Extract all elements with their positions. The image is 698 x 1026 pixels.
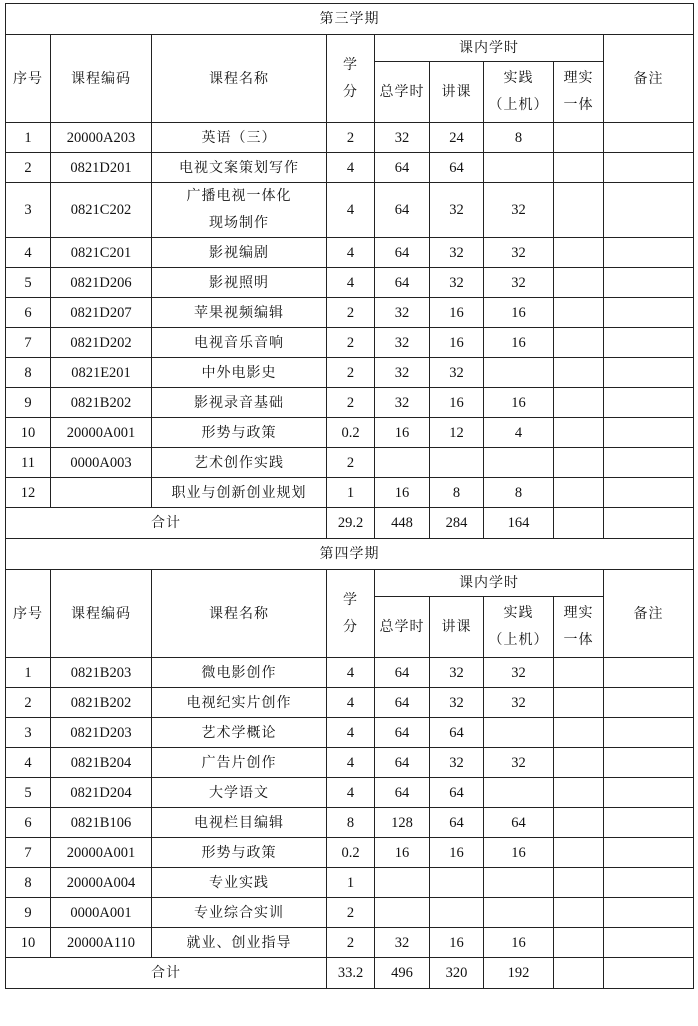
row-integrated-hours [554,718,604,748]
row-credit: 8 [327,808,375,838]
row-total-hours: 16 [375,838,430,868]
header-remarks: 备注 [604,35,694,123]
row-practice-hours: 16 [484,298,554,328]
row-remarks [604,928,694,958]
row-course-name: 苹果视频编辑 [152,298,327,328]
row-remarks [604,868,694,898]
table-row [6,328,694,358]
row-seq: 7 [6,328,51,358]
header-practice [484,597,554,658]
row-credit: 4 [327,778,375,808]
row-credit: 0.2 [327,418,375,448]
row-credit: 4 [327,748,375,778]
header-name: 课程名称 [152,35,327,123]
row-course-code: 0821D203 [51,718,152,748]
row-remarks [604,838,694,868]
row-practice-hours [484,778,554,808]
header-credit-line-2: 分 [343,618,358,635]
row-integrated-hours [554,838,604,868]
header-practice-line-2: （上机） [488,97,549,113]
header-credit [327,570,375,658]
row-credit: 1 [327,478,375,508]
row-course-name: 电视栏目编辑 [152,808,327,838]
row-seq: 1 [6,123,51,153]
row-seq: 9 [6,388,51,418]
row-course-code: 0000A003 [51,448,152,478]
row-seq: 12 [6,478,51,508]
row-seq: 3 [6,718,51,748]
row-practice-hours: 16 [484,838,554,868]
row-total-hours: 32 [375,298,430,328]
row-course-name-line-1: 广播电视一体化 [186,188,292,204]
row-remarks [604,123,694,153]
row-remarks [604,478,694,508]
header-practice [484,62,554,123]
row-course-code: 0821B202 [51,688,152,718]
row-practice-hours: 4 [484,418,554,448]
row-integrated-hours [554,688,604,718]
row-seq: 11 [6,448,51,478]
header-lecture: 讲课 [430,62,484,123]
row-remarks [604,688,694,718]
row-total-hours: 32 [375,388,430,418]
row-credit: 2 [327,898,375,928]
header-practice-line-1: 实践 [503,70,534,86]
row-seq: 2 [6,153,51,183]
row-integrated-hours [554,448,604,478]
row-course-name: 中外电影史 [152,358,327,388]
row-lecture-hours: 32 [430,238,484,268]
table-row [6,268,694,298]
row-lecture-hours: 12 [430,418,484,448]
header-integrated-line-1: 理实 [563,70,594,86]
row-seq: 4 [6,238,51,268]
row-credit: 1 [327,868,375,898]
row-seq: 10 [6,418,51,448]
row-practice-hours: 8 [484,478,554,508]
row-credit: 4 [327,183,375,238]
row-integrated-hours [554,328,604,358]
row-seq: 8 [6,358,51,388]
row-integrated-hours [554,418,604,448]
row-integrated-hours [554,808,604,838]
row-remarks [604,898,694,928]
row-practice-hours: 32 [484,183,554,238]
row-remarks [604,298,694,328]
row-integrated-hours [554,388,604,418]
total-lecture: 320 [430,958,484,989]
row-practice-hours [484,898,554,928]
row-course-name: 电视纪实片创作 [152,688,327,718]
row-integrated-hours [554,183,604,238]
row-lecture-hours: 8 [430,478,484,508]
row-total-hours: 64 [375,718,430,748]
header-integrated-line-1: 理实 [563,605,594,621]
row-seq: 5 [6,778,51,808]
row-lecture-hours: 16 [430,298,484,328]
header-credit-line-2: 分 [343,83,358,100]
row-seq: 6 [6,298,51,328]
row-practice-hours: 64 [484,808,554,838]
row-course-code: 0821B202 [51,388,152,418]
header-remarks: 备注 [604,570,694,658]
table-row [6,898,694,928]
row-course-code: 0821D206 [51,268,152,298]
row-seq: 6 [6,808,51,838]
row-practice-hours: 16 [484,928,554,958]
row-lecture-hours: 16 [430,328,484,358]
total-credit: 29.2 [327,508,375,539]
row-lecture-hours [430,448,484,478]
semester-title: 第四学期 [6,539,694,570]
row-lecture-hours: 64 [430,153,484,183]
row-course-code: 20000A004 [51,868,152,898]
row-course-code: 0821D207 [51,298,152,328]
row-course-code: 20000A110 [51,928,152,958]
row-total-hours [375,868,430,898]
row-practice-hours: 16 [484,328,554,358]
row-lecture-hours: 32 [430,748,484,778]
row-lecture-hours [430,898,484,928]
row-course-name: 微电影创作 [152,658,327,688]
row-practice-hours: 32 [484,658,554,688]
row-total-hours: 64 [375,238,430,268]
header-code: 课程编码 [51,570,152,658]
table-row [6,808,694,838]
row-integrated-hours [554,928,604,958]
table-row [6,748,694,778]
row-course-name: 电视文案策划写作 [152,153,327,183]
header-practice-line-2: （上机） [488,632,549,648]
row-lecture-hours: 16 [430,388,484,418]
row-course-name: 大学语文 [152,778,327,808]
header-seq: 序号 [6,570,51,658]
row-lecture-hours: 64 [430,778,484,808]
row-lecture-hours: 64 [430,718,484,748]
row-course-code: 0821B204 [51,748,152,778]
header-integrated [554,62,604,123]
header-integrated-line-2: 一体 [563,632,594,648]
row-credit: 0.2 [327,838,375,868]
row-total-hours: 32 [375,328,430,358]
row-credit: 2 [327,298,375,328]
row-remarks [604,238,694,268]
row-credit: 2 [327,328,375,358]
row-course-name: 形势与政策 [152,418,327,448]
row-course-code: 0821B203 [51,658,152,688]
row-course-name: 专业综合实训 [152,898,327,928]
row-total-hours: 64 [375,748,430,778]
total-hours: 496 [375,958,430,989]
row-total-hours: 32 [375,123,430,153]
header-integrated [554,597,604,658]
row-credit: 4 [327,238,375,268]
row-lecture-hours: 32 [430,183,484,238]
row-lecture-hours: 16 [430,838,484,868]
row-course-name: 影视编剧 [152,238,327,268]
table-row [6,688,694,718]
row-course-name: 广告片创作 [152,748,327,778]
header-seq: 序号 [6,35,51,123]
row-total-hours: 64 [375,658,430,688]
row-course-name: 就业、创业指导 [152,928,327,958]
semester-title: 第三学期 [6,4,694,35]
row-credit: 4 [327,268,375,298]
row-seq: 2 [6,688,51,718]
row-seq: 8 [6,868,51,898]
row-remarks [604,808,694,838]
row-course-code: 20000A001 [51,418,152,448]
row-total-hours: 32 [375,928,430,958]
row-credit: 4 [327,718,375,748]
total-practice: 192 [484,958,554,989]
header-lecture: 讲课 [430,597,484,658]
table-row [6,183,694,238]
row-total-hours: 64 [375,688,430,718]
row-remarks [604,268,694,298]
row-practice-hours [484,718,554,748]
row-course-name: 影视录音基础 [152,388,327,418]
table-row [6,448,694,478]
row-remarks [604,448,694,478]
row-total-hours: 16 [375,478,430,508]
row-credit: 4 [327,658,375,688]
row-lecture-hours: 32 [430,358,484,388]
table-row [6,298,694,328]
total-practice: 164 [484,508,554,539]
row-course-name: 影视照明 [152,268,327,298]
row-course-code: 0821E201 [51,358,152,388]
row-course-code: 0821D202 [51,328,152,358]
row-seq: 4 [6,748,51,778]
semester-title-row [6,4,694,35]
row-total-hours: 64 [375,778,430,808]
row-practice-hours [484,448,554,478]
row-total-hours: 128 [375,808,430,838]
row-practice-hours: 8 [484,123,554,153]
row-credit: 2 [327,123,375,153]
row-practice-hours: 32 [484,238,554,268]
table-row [6,778,694,808]
header-code: 课程编码 [51,35,152,123]
row-integrated-hours [554,268,604,298]
header-hours: 课内学时 [375,570,604,597]
header-row [6,570,694,597]
table-row [6,153,694,183]
row-seq: 5 [6,268,51,298]
row-seq: 1 [6,658,51,688]
row-course-name: 职业与创新创业规划 [152,478,327,508]
row-course-code: 0821B106 [51,808,152,838]
row-course-code: 20000A001 [51,838,152,868]
total-row [6,508,694,539]
row-lecture-hours: 32 [430,658,484,688]
total-hours: 448 [375,508,430,539]
table-row [6,928,694,958]
header-name: 课程名称 [152,570,327,658]
header-integrated-line-2: 一体 [563,97,594,113]
row-course-code: 0821D204 [51,778,152,808]
row-integrated-hours [554,123,604,153]
header-credit [327,35,375,123]
row-lecture-hours: 32 [430,688,484,718]
table-row [6,358,694,388]
row-course-code: 0821D201 [51,153,152,183]
row-integrated-hours [554,778,604,808]
row-integrated-hours [554,868,604,898]
row-practice-hours [484,868,554,898]
row-course-code: 0821C202 [51,183,152,238]
row-practice-hours: 32 [484,268,554,298]
row-total-hours: 32 [375,358,430,388]
row-lecture-hours [430,868,484,898]
header-total-hours: 总学时 [375,62,430,123]
header-practice-line-1: 实践 [503,605,534,621]
row-practice-hours: 32 [484,748,554,778]
row-integrated-hours [554,238,604,268]
header-credit-line-1: 学 [343,591,358,608]
row-practice-hours: 16 [484,388,554,418]
table-row [6,718,694,748]
table-row [6,388,694,418]
row-course-code [51,478,152,508]
row-integrated-hours [554,153,604,183]
table-row [6,238,694,268]
row-total-hours: 64 [375,268,430,298]
row-remarks [604,328,694,358]
row-remarks [604,153,694,183]
row-seq: 7 [6,838,51,868]
total-row [6,958,694,989]
total-lecture: 284 [430,508,484,539]
header-total-hours: 总学时 [375,597,430,658]
total-remarks [604,958,694,989]
row-total-hours: 64 [375,153,430,183]
row-practice-hours [484,153,554,183]
row-course-code: 0000A001 [51,898,152,928]
row-total-hours [375,448,430,478]
row-course-name: 艺术学概论 [152,718,327,748]
row-remarks [604,418,694,448]
table-row [6,838,694,868]
row-remarks [604,778,694,808]
row-lecture-hours: 24 [430,123,484,153]
row-remarks [604,358,694,388]
row-course-name: 艺术创作实践 [152,448,327,478]
header-credit-line-1: 学 [343,56,358,73]
row-credit: 2 [327,388,375,418]
row-lecture-hours: 64 [430,808,484,838]
row-integrated-hours [554,478,604,508]
row-remarks [604,388,694,418]
row-course-name: 电视音乐音响 [152,328,327,358]
course-schedule-table [5,3,694,989]
row-lecture-hours: 32 [430,268,484,298]
row-total-hours: 64 [375,183,430,238]
table-row [6,868,694,898]
total-remarks [604,508,694,539]
total-label: 合计 [6,508,327,539]
row-remarks [604,658,694,688]
total-integrated [554,958,604,989]
row-course-code: 0821C201 [51,238,152,268]
total-integrated [554,508,604,539]
row-seq: 9 [6,898,51,928]
table-row [6,123,694,153]
row-credit: 2 [327,358,375,388]
row-remarks [604,748,694,778]
row-integrated-hours [554,298,604,328]
row-practice-hours: 32 [484,688,554,718]
semester-title-row [6,539,694,570]
row-integrated-hours [554,658,604,688]
table-row [6,418,694,448]
row-total-hours: 16 [375,418,430,448]
row-course-name [152,183,327,238]
row-credit: 4 [327,688,375,718]
row-remarks [604,183,694,238]
header-hours: 课内学时 [375,35,604,62]
table-row [6,658,694,688]
row-integrated-hours [554,358,604,388]
row-credit: 4 [327,153,375,183]
row-course-name: 专业实践 [152,868,327,898]
total-label: 合计 [6,958,327,989]
row-remarks [604,718,694,748]
row-course-name: 形势与政策 [152,838,327,868]
row-lecture-hours: 16 [430,928,484,958]
row-course-name: 英语（三） [152,123,327,153]
row-integrated-hours [554,748,604,778]
row-total-hours [375,898,430,928]
row-credit: 2 [327,928,375,958]
row-course-code: 20000A203 [51,123,152,153]
row-course-name-line-2: 现场制作 [209,215,269,231]
row-seq: 3 [6,183,51,238]
table-row [6,478,694,508]
row-seq: 10 [6,928,51,958]
row-practice-hours [484,358,554,388]
row-credit: 2 [327,448,375,478]
header-row [6,35,694,62]
row-integrated-hours [554,898,604,928]
total-credit: 33.2 [327,958,375,989]
